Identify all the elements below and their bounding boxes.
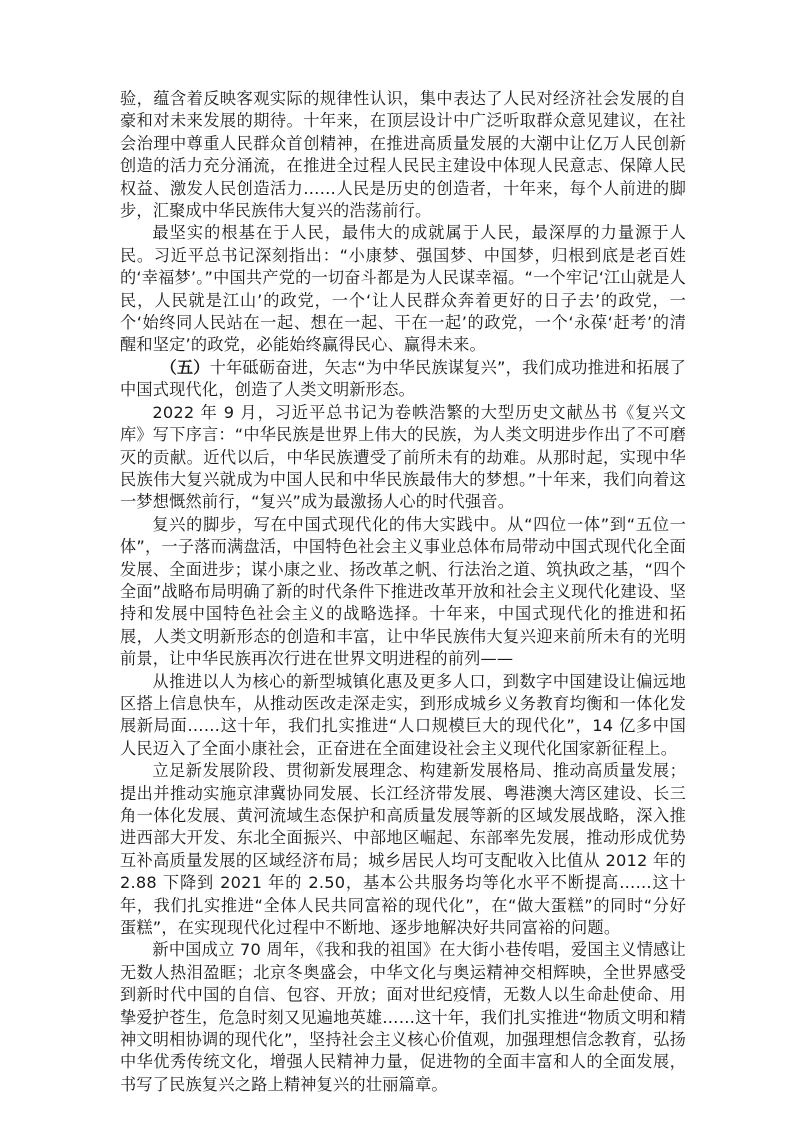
paragraph-continuation: 验，蕴含着反映客观实际的规律性认识，集中表达了人民对经济社会发展的自豪和对未来发展的期待。十年来，在顶层设计中广泛听取群众意见建议，在社会治理中尊重人民群众首创精神，在推进高质量发展的大潮中让亿万人民创新创造的活力充分涌流，在推进全过程人民民主建设中体现人民意志、保障人民权益、激发人民创造活力……人民是历史的创造者，十年来，每个人前进的脚步，汇聚成中华民族伟大复兴的浩荡前行。 (120, 89, 686, 221)
paragraph: 复兴的脚步，写在中国式现代化的伟大实践中。从“四位一体”到“五位一体”，一子落而满盘活，中国特色社会主义事业总体布局带动中国式现代化全面发展、全面进步；谋小康之业、扬改革之帆、行法治之道、筑执政之基，“四个全面”战略布局明确了新的时代条件下推进改革开放和社会主义现代化建设、坚持和发展中国特色社会主义的战略选择。十年来，中国式现代化的推进和拓展，人类文明新形态的创造和丰富，让中华民族伟大复兴迎来前所未有的光明前景，让中华民族再次行进在世界文明进程的前列—— (120, 514, 686, 669)
paragraph: 2022 年 9 月，习近平总书记为卷帙浩繁的大型历史文献丛书《复兴文库》写下序言：“中华民族是世界上伟大的民族，为人类文明进步作出了不可磨灭的贡献。近代以后，中华民族遭受了前所未有的劫难。从那时起，实现中华民族伟大复兴就成为中国人民和中华民族最伟大的梦想。”十年来，我们向着这一梦想慨然前行，“复兴”成为最激扬人心的时代强音。 (120, 402, 686, 512)
section-heading (120, 357, 686, 402)
paragraph: 立足新发展阶段、贯彻新发展理念、构建新发展格局、推动高质量发展；提出并推动实施京津冀协同发展、长江经济带发展、粤港澳大湾区建设、长三角一体化发展、黄河流域生态保护和高质量发展等新的区域发展战略，深入推进西部大开发、东北全面振兴、中部地区崛起、东部率先发展，推动形成优势互补高质量发展的区域经济布局；城乡居民人均可支配收入比值从 2012 年的 2.88 下降到 2021 年的 2.50，基本公共服务均等化水平不断提高……这十年，我们扎实推进“全体人民共同富裕的现代化”，在“做大蛋糕”的同时“分好蛋糕”，在实现现代化过程中不断地、逐步地解决好共同富裕的问题。 (120, 761, 686, 938)
section-heading-text: 十年砥砺奋进，矢志“为中华民族谋复兴”，我们成功推进和拓展了中国式现代化，创造了人类文明新形态。 (120, 357, 686, 400)
paragraph: 最坚实的根基在于人民，最伟大的成就属于人民，最深厚的力量源于人民。习近平总书记深刻指出：“小康梦、强国梦、中国梦，归根到底是老百姓的‘幸福梦’。”中国共产党的一切奋斗都是为人民谋幸福。“一个牢记‘江山就是人民，人民就是江山’的政党，一个‘让人民群众奔着更好的日子去’的政党，一个‘始终同人民站在一起、想在一起、干在一起’的政党，一个‘永葆‘赶考’的清醒和坚定’的政党，必能始终赢得民心、赢得未来。 (120, 223, 686, 355)
paragraph: 新中国成立 70 周年，《我和我的祖国》在大街小巷传唱，爱国主义情感让无数人热泪盈眶；北京冬奥盛会，中华文化与奥运精神交相辉映，全世界感受到新时代中国的自信、包容、开放；面对世纪疫情，无数人以生命赴使命、用挚爱护苍生，危急时刻又见遍地英雄……这十年，我们扎实推进“物质文明和精神文明相协调的现代化”，坚持社会主义核心价值观，加强理想信念教育，弘扬中华优秀传统文化，增强人民精神力量，促进物的全面丰富和人的全面发展，书写了民族复兴之路上精神复兴的壮丽篇章。 (120, 940, 686, 1094)
section-number: （五） (160, 357, 210, 377)
paragraph: 从推进以人为核心的新型城镇化惠及更多人口，到数字中国建设让偏远地区搭上信息快车，从推动医改走深走实，到形成城乡义务教育均衡和一体化发展新局面……这十年，我们扎实推进“人口规模巨大的现代化”，14 亿多中国人民迈入了全面小康社会，正奋进在全面建设社会主义现代化国家新征程上。 (120, 671, 686, 758)
document-page (120, 88, 686, 1096)
